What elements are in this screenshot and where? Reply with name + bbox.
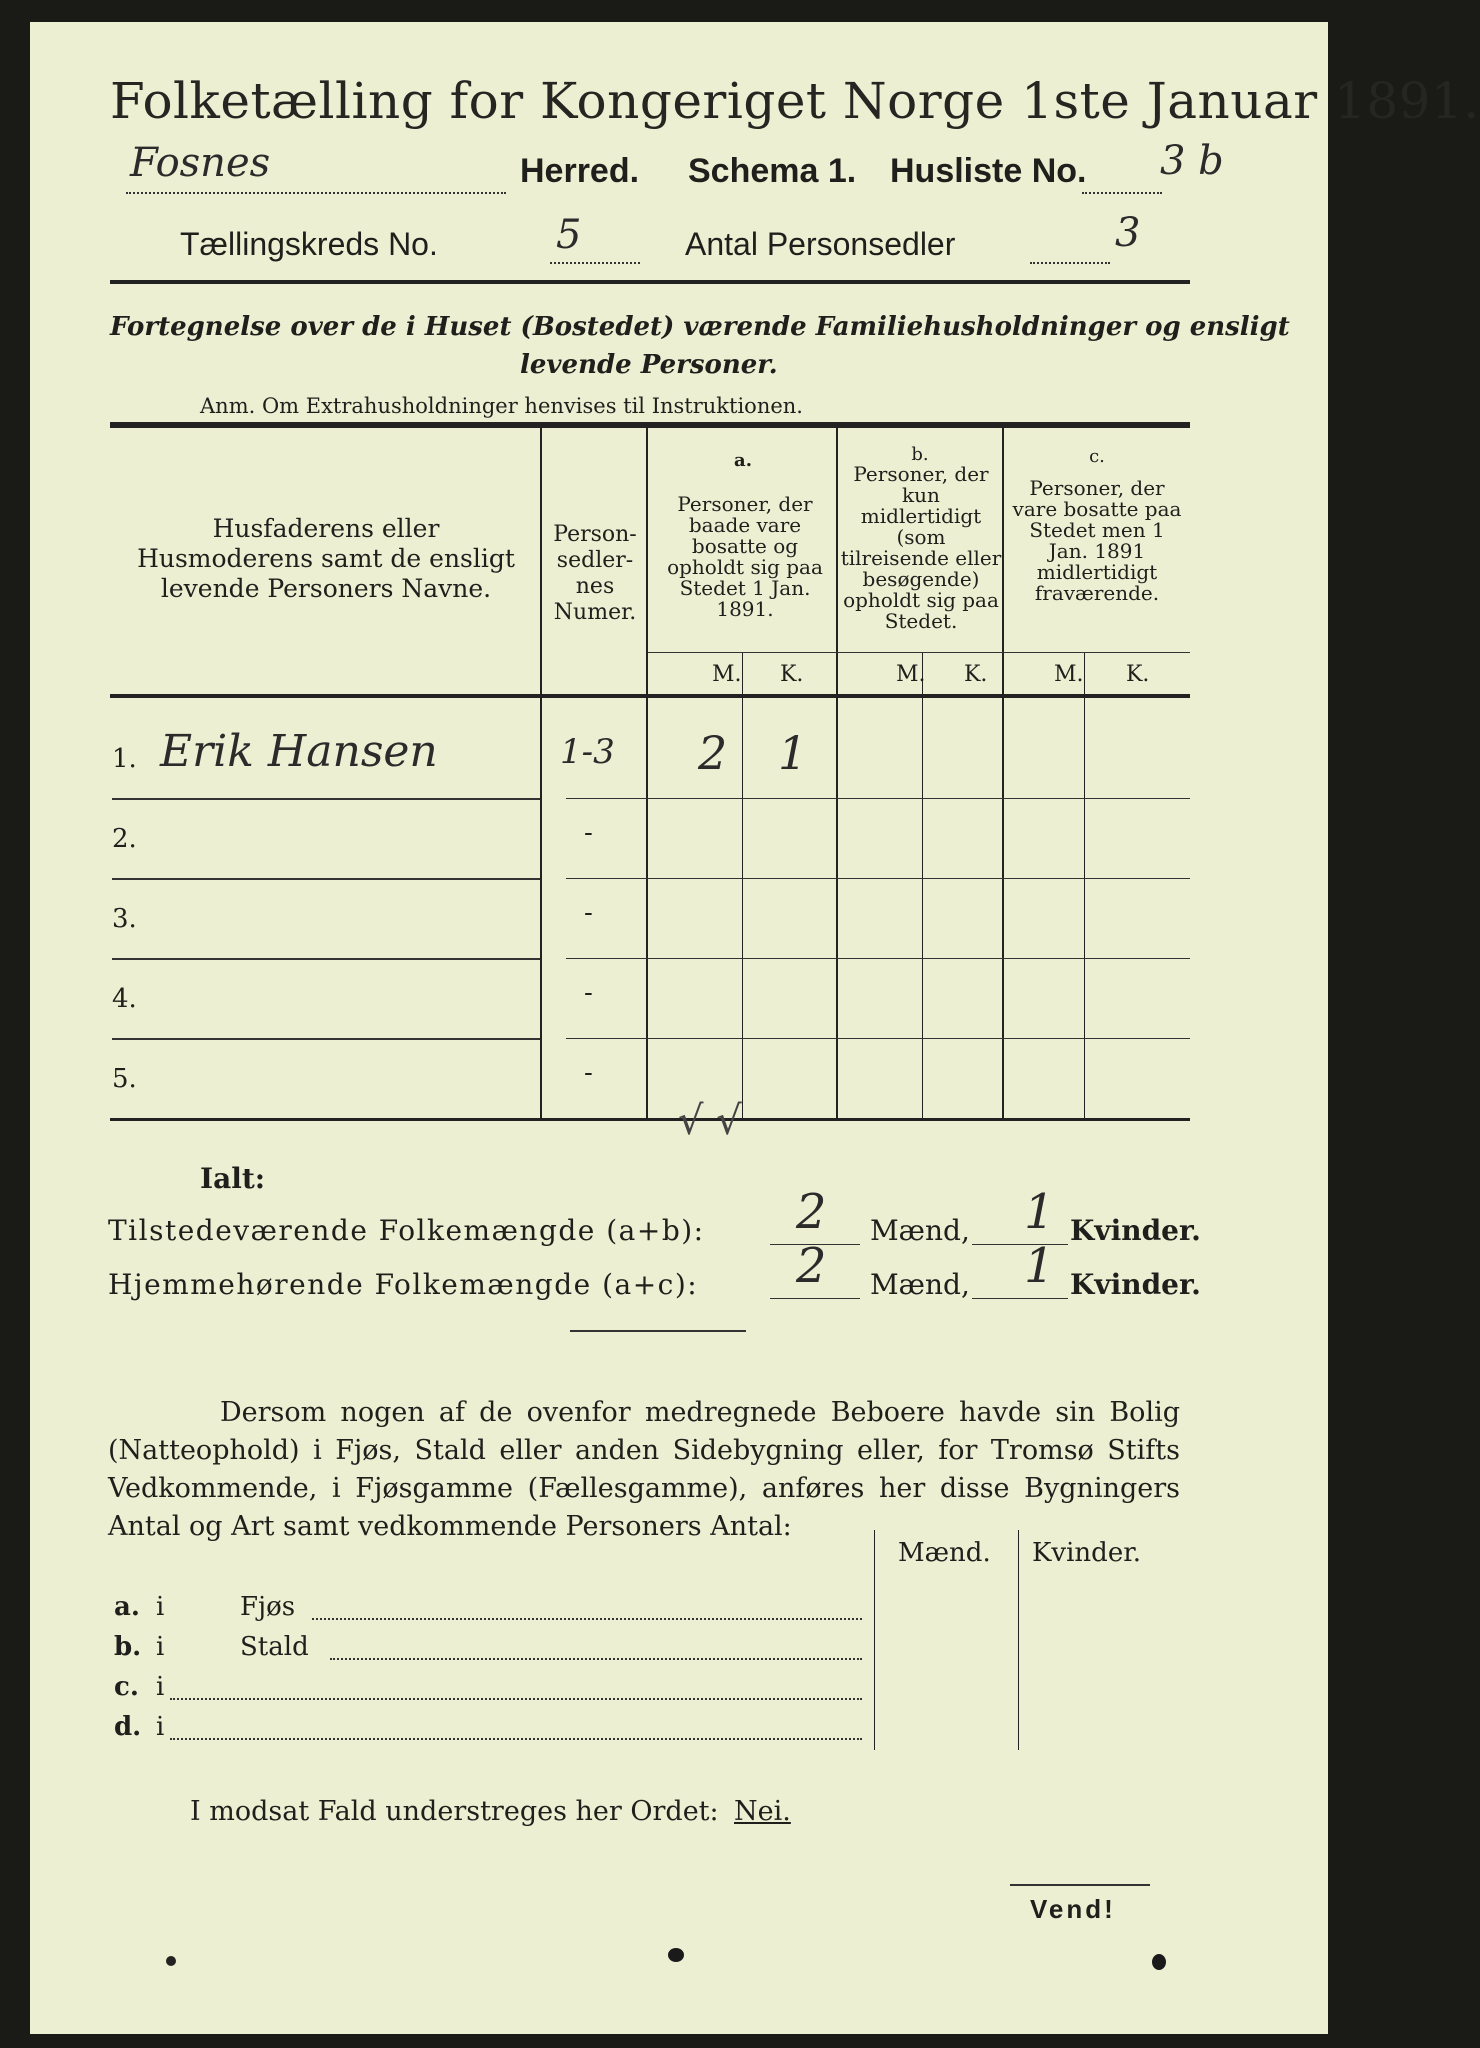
header-rule	[110, 280, 1190, 284]
hjemme-kvinder-label: Kvinder.	[1070, 1268, 1201, 1301]
col-divider	[1002, 428, 1004, 1118]
tilstede-maend-label: Mænd,	[870, 1214, 970, 1247]
antal-value: 3	[1115, 210, 1141, 256]
row-rule	[566, 958, 1190, 959]
col-subdivider	[742, 652, 743, 1118]
item-prep: i	[156, 1632, 165, 1662]
hjemme-maend: 2	[796, 1238, 827, 1294]
col-header-name: Husfaderens eller Husmoderens samt de ensligt levende Personers Navne.	[137, 514, 515, 603]
intro-heading-line1: Fortegnelse over de i Huset (Bostedet) værende Familiehusholdninger og ensligt	[110, 312, 1290, 342]
item-prep: i	[156, 1592, 165, 1622]
item-prep: i	[156, 1672, 165, 1702]
kreds-value: 5	[556, 212, 582, 258]
col-divider	[836, 428, 838, 1118]
check-marks: √ √	[678, 1098, 742, 1144]
tilstede-maend: 2	[796, 1184, 827, 1240]
ink-spot	[166, 1956, 176, 1966]
col-b-letter: b.	[911, 444, 929, 465]
schema-label: Schema 1.	[688, 152, 857, 190]
row-number: 1.	[112, 744, 137, 774]
row-rule	[112, 798, 540, 800]
modsat-text: I modsat Fald understreges her Ordet:	[190, 1796, 719, 1827]
census-form-page	[30, 22, 1480, 2034]
kreds-dotline	[550, 262, 640, 264]
b-m-label: M.	[896, 662, 926, 687]
item-dotline	[170, 1698, 862, 1700]
row-rule	[112, 878, 540, 880]
item-label: Fjøs	[240, 1592, 296, 1622]
b-k-label: K.	[964, 662, 988, 687]
herred-dotline	[126, 192, 506, 194]
item-dotline	[170, 1738, 862, 1740]
row-rule	[566, 1038, 1190, 1039]
col-subdivider	[1084, 652, 1085, 1118]
row-a-k: 1	[778, 726, 808, 780]
table-header-rule	[110, 694, 1190, 698]
row-rule	[112, 1038, 540, 1040]
col-header-a: Personer, der baade vare bosatte og opholdt sig paa Stedet 1 Jan. 1891.	[667, 492, 823, 621]
hjemme-label: Hjemmehørende Folkemængde (a+c):	[108, 1268, 699, 1301]
hjemme-kvinder: 1	[1024, 1238, 1055, 1294]
row-name: Erik Hansen	[160, 726, 438, 777]
item-letter: c.	[114, 1672, 139, 1702]
vend-label: Vend!	[1030, 1894, 1116, 1924]
col-a-letter: a.	[734, 450, 752, 471]
table-bottom-rule	[110, 1118, 1190, 1121]
item-letter: a.	[114, 1592, 140, 1622]
col-subdivider	[922, 652, 923, 1118]
row-numer: 1-3	[560, 732, 615, 772]
bolig-col-divider	[1018, 1530, 1019, 1750]
col-divider	[540, 428, 542, 1118]
row-numer: -	[584, 1058, 593, 1088]
bolig-col-maend: Mænd.	[898, 1538, 991, 1568]
husliste-dotline	[1082, 192, 1162, 194]
tilstede-kvinder: 1	[1024, 1184, 1055, 1240]
row-numer: -	[584, 898, 593, 928]
col-divider	[646, 428, 648, 1118]
a-m-label: M.	[712, 662, 742, 687]
nei-word: Nei.	[734, 1796, 791, 1827]
a-k-label: K.	[780, 662, 804, 687]
ialt-label: Ialt:	[200, 1162, 266, 1195]
vend-rule	[1010, 1884, 1150, 1886]
tilstede-kvinder-label: Kvinder.	[1070, 1214, 1201, 1247]
antal-label: Antal Personsedler	[685, 226, 956, 262]
ink-spot	[668, 1948, 684, 1962]
row-a-m: 2	[698, 726, 728, 780]
item-label: Stald	[240, 1632, 309, 1662]
antal-dotline	[1030, 262, 1110, 264]
col-header-b: Personer, der kun midlertidigt (som tilreisende eller besøgende) opholdt sig paa Stedet.	[840, 462, 1002, 633]
item-letter: d.	[114, 1712, 142, 1742]
herred-label: Herred.	[520, 152, 640, 190]
row-number: 4.	[112, 984, 137, 1014]
tilstede-label: Tilstedeværende Folkemængde (a+b):	[108, 1214, 705, 1247]
husliste-label: Husliste No.	[890, 152, 1087, 190]
kreds-label: Tællingskreds No.	[180, 226, 438, 262]
table-top-rule	[110, 422, 1190, 428]
separator	[570, 1330, 746, 1332]
row-number: 2.	[112, 824, 137, 854]
hjemme-maend-label: Mænd,	[870, 1268, 970, 1301]
item-dotline	[312, 1618, 862, 1620]
intro-note: Anm. Om Extrahusholdninger henvises til Instruktionen.	[200, 394, 803, 418]
row-numer: -	[584, 818, 593, 848]
bolig-paragraph: Dersom nogen af de ovenfor medregnede Beboere havde sin Bolig (Natteophold) i Fjøs, Stald eller anden Sidebygning eller, for Tromsø Stifts Vedkommende, i Fjøsgamme (Fællesgamme), anføres her disse Bygningers Antal og Art samt vedkommende Personers Antal:	[108, 1397, 1180, 1542]
col-c-letter: c.	[1089, 446, 1105, 467]
row-number: 3.	[112, 904, 137, 934]
bolig-col-kvinder: Kvinder.	[1032, 1538, 1142, 1568]
col-header-numer: Person-sedler-nes Numer.	[553, 522, 637, 625]
col-header-c: Personer, der vare bosatte paa Stedet men 1 Jan. 1891 midlertidigt fraværende.	[1012, 476, 1182, 605]
c-k-label: K.	[1126, 662, 1150, 687]
row-numer: -	[584, 978, 593, 1008]
form-title: Folketælling for Kongeriget Norge 1ste Januar 1891.	[110, 72, 1480, 130]
row-rule	[566, 878, 1190, 879]
item-letter: b.	[114, 1632, 142, 1662]
bolig-col-divider	[874, 1530, 875, 1750]
intro-heading-line2: levende Personer.	[520, 350, 778, 380]
mk-rule	[648, 652, 1190, 653]
item-prep: i	[156, 1712, 165, 1742]
husliste-value: 3 b	[1160, 138, 1224, 184]
hjemme-maend-line	[770, 1298, 860, 1299]
hjemme-kvinder-line	[972, 1298, 1068, 1299]
c-m-label: M.	[1054, 662, 1084, 687]
ink-spot	[1152, 1954, 1166, 1970]
item-dotline	[330, 1658, 862, 1660]
row-rule	[566, 798, 1190, 799]
row-number: 5.	[112, 1064, 137, 1094]
row-rule	[112, 958, 540, 960]
herred-value: Fosnes	[130, 140, 271, 186]
